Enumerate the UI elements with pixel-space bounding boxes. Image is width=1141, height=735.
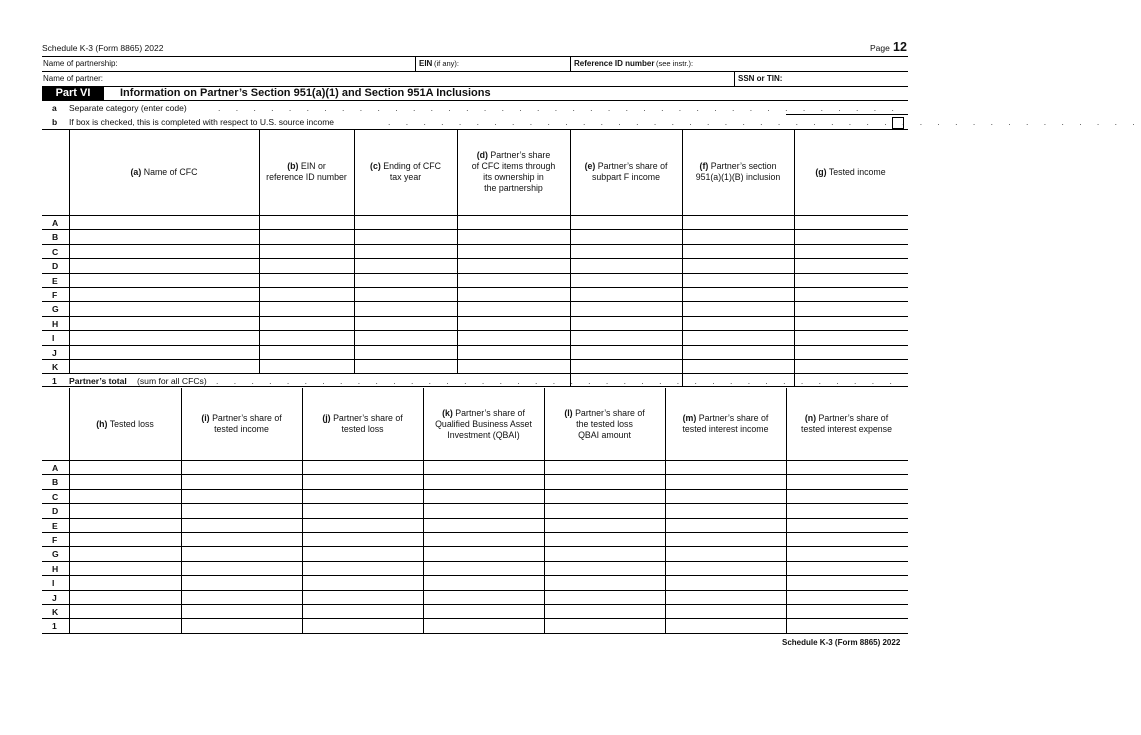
row-label: C [52,246,59,257]
table-cell[interactable] [70,461,180,473]
table-cell[interactable] [666,591,785,603]
table-cell[interactable] [303,533,422,545]
table-cell[interactable] [683,360,793,372]
partnership-name-label: Name of partnership: [43,59,118,68]
column-header-g [795,130,906,214]
table-cell[interactable] [545,605,664,617]
table-cell[interactable] [355,230,456,242]
column-title: Name of CFC [141,166,198,177]
table-cell[interactable] [571,317,681,329]
refid-note: (see instr.): [656,59,694,68]
table-cell[interactable] [303,605,422,617]
table-cell[interactable] [260,230,353,242]
column-title: Partner’s share of CFC items through its ownership in the partnership [471,150,556,193]
table-cell[interactable] [458,360,569,372]
table-cell[interactable] [424,576,543,588]
row-label: H [52,318,59,329]
part-number: Part VI [42,86,104,100]
table-cell[interactable] [424,461,543,473]
column-header-j [303,389,422,459]
table-cell[interactable] [787,475,906,487]
table-cell[interactable] [458,331,569,343]
column-title: Partner’s section 951(a)(1)(B) inclusion [695,161,781,182]
column-title: Partner’s share of tested loss [333,413,403,434]
table-cell[interactable] [70,245,258,257]
table-cell[interactable] [787,533,906,545]
column-rule [181,388,182,633]
line-a-leader: . . . . . . . . . . . . . . . . . . . . . . . . . . . . . . . . . . . . . . . [218,103,901,113]
table-cell[interactable] [70,288,258,300]
table-cell[interactable] [260,274,353,286]
column-header-m [666,389,785,459]
table-cell[interactable] [355,346,456,358]
column-title: Partner’s share of tested income [212,413,282,434]
table-cell[interactable] [787,547,906,559]
separate-category-field[interactable] [786,114,908,115]
column-header-d [458,130,569,214]
table-cell[interactable] [571,288,681,300]
table-cell[interactable] [787,619,906,631]
table-cell[interactable] [182,547,301,559]
table-cell[interactable] [787,576,906,588]
table-cell[interactable] [260,245,353,257]
column-letter: (g) [815,166,827,177]
table-cell[interactable] [545,475,664,487]
table-cell[interactable] [355,274,456,286]
table-cell[interactable] [787,519,906,531]
partnership-name-field[interactable] [130,57,410,70]
table-cell[interactable] [666,562,785,574]
table-cell[interactable] [545,490,664,502]
table-cell[interactable] [355,317,456,329]
table-cell[interactable] [458,245,569,257]
table-cell[interactable] [458,259,569,271]
table-cell[interactable] [182,461,301,473]
table-cell[interactable] [303,475,422,487]
column-rule [457,129,458,373]
ein-note: (if any): [434,59,460,68]
column-title: Tested loss [107,418,154,429]
column-title: Partner’s share of subpart F income [592,161,668,182]
table-cell[interactable] [70,619,180,631]
table-cell[interactable] [424,504,543,516]
table-cell[interactable] [70,360,258,372]
table-cell[interactable] [70,591,180,603]
table-cell[interactable] [70,274,258,286]
table-cell[interactable] [70,547,180,559]
table-cell[interactable] [182,605,301,617]
line-b-leader: . . . . . . . . . . . . . . . . . . . . . . . . . . . . . . . . . . . . . . . . . . . [388,117,1141,127]
table-cell[interactable] [795,346,906,358]
line-b-text: If box is checked, this is completed with respect to U.S. source income [69,117,335,127]
row-label: 1 [52,621,57,632]
column-letter: (i) [201,413,210,423]
column-letter: (b) [287,161,299,171]
table-cell[interactable] [545,461,664,473]
table-cell[interactable] [182,591,301,603]
table-cell[interactable] [545,504,664,516]
row-label: D [52,506,59,517]
table-cell[interactable] [545,547,664,559]
table-cell[interactable] [458,216,569,228]
table-cell[interactable] [458,288,569,300]
table-cell[interactable] [303,490,422,502]
table-cell[interactable] [424,475,543,487]
table-cell[interactable] [355,302,456,314]
partner-name-label: Name of partner: [43,74,104,83]
table-cell[interactable] [182,475,301,487]
column-letter: (k) [442,407,453,418]
table-cell[interactable] [683,317,793,329]
column-header-e [571,130,681,214]
total-cell[interactable] [795,374,906,385]
table-cell[interactable] [545,619,664,631]
row-label: A [52,218,59,228]
table-cell[interactable] [260,259,353,271]
table-cell[interactable] [355,360,456,372]
part-title: Information on Partner’s Section 951(a)(1) and Section 951A Inclusions [120,87,491,99]
column-rule [682,129,683,373]
table-cell[interactable] [683,216,793,228]
table-cell[interactable] [787,562,906,574]
column-rule [665,388,666,633]
column-header-b [260,130,353,214]
table-cell[interactable] [571,259,681,271]
table-cell[interactable] [795,317,906,329]
table-cell[interactable] [70,562,180,574]
table-cell[interactable] [424,547,543,559]
ein-field[interactable] [462,57,567,70]
ein-label: EIN [419,59,433,68]
table-cell[interactable] [795,274,906,286]
table-cell[interactable] [666,461,785,473]
table-cell[interactable] [787,504,906,516]
table-cell[interactable] [666,619,785,631]
column-title: Partner’s share of tested interest income [682,413,769,434]
row-label: K [52,607,59,617]
column-header-n [787,389,906,459]
table-cell[interactable] [795,259,906,271]
table-cell[interactable] [260,331,353,343]
table-cell[interactable] [795,230,906,242]
table-cell[interactable] [795,360,906,372]
table-cell[interactable] [303,461,422,473]
table-cell[interactable] [787,591,906,603]
table-cell[interactable] [182,490,301,502]
table-cell[interactable] [666,576,785,588]
table-cell[interactable] [355,331,456,343]
column-rule [786,388,787,633]
row-label: E [52,520,58,531]
table-cell[interactable] [571,302,681,314]
form-title: Schedule K-3 (Form 8865) 2022 [42,43,164,53]
table-cell[interactable] [666,547,785,559]
table-cell[interactable] [545,591,664,603]
refid-field[interactable] [700,57,905,70]
table-cell[interactable] [683,245,793,257]
table-cell[interactable] [182,619,301,631]
table-cell[interactable] [666,519,785,531]
table-cell[interactable] [70,490,180,502]
row-label: J [52,347,57,358]
row-label: D [52,261,59,272]
table-cell[interactable] [303,619,422,631]
column-rule [570,129,571,373]
table-cell[interactable] [303,519,422,531]
row-label: H [52,563,59,574]
column-rule [423,388,424,633]
row-label: B [52,477,59,488]
column-header-c [355,130,456,214]
column-rule [259,129,260,373]
table-cell[interactable] [666,490,785,502]
column-letter: (a) [130,166,142,177]
table-cell[interactable] [795,302,906,314]
column-title: Ending of CFC tax year [383,161,441,182]
refid-label: Reference ID number [574,59,655,68]
table-cell[interactable] [683,288,793,300]
rule [42,633,908,634]
table-cell[interactable] [424,562,543,574]
table-cell[interactable] [458,317,569,329]
table-cell[interactable] [666,475,785,487]
column-rule [69,388,70,633]
row-label: I [52,578,55,589]
rule [42,386,908,387]
table-cell[interactable] [70,519,180,531]
table-cell[interactable] [70,216,258,228]
row-label: A [52,463,59,473]
table-cell[interactable] [182,562,301,574]
table-cell[interactable] [303,576,422,588]
table-cell[interactable] [787,605,906,617]
table-cell[interactable] [683,331,793,343]
table-cell[interactable] [182,504,301,516]
column-letter: (m) [682,413,697,423]
row-label: C [52,491,59,502]
table-cell[interactable] [424,619,543,631]
table-cell[interactable] [70,230,258,242]
row-label: F [52,290,58,300]
page-number: 12 [893,40,907,54]
table-cell[interactable] [424,605,543,617]
us-source-checkbox[interactable] [892,117,904,129]
table-cell[interactable] [787,490,906,502]
table-cell[interactable] [70,475,180,487]
column-letter: (f) [699,161,709,171]
column-letter: (e) [584,161,596,171]
column-title: Partner’s share of tested interest expense [801,413,892,434]
column-letter: (l) [564,407,573,418]
column-title: EIN or reference ID number [266,161,347,182]
table-cell[interactable] [683,230,793,242]
table-cell[interactable] [545,533,664,545]
table-cell[interactable] [70,605,180,617]
ssn-field[interactable] [785,72,905,85]
column-rule [354,129,355,373]
table-cell[interactable] [795,245,906,257]
table-cell[interactable] [545,562,664,574]
table-cell[interactable] [458,302,569,314]
table-cell[interactable] [424,533,543,545]
table-cell[interactable] [70,576,180,588]
row-label: I [52,333,55,344]
table-cell[interactable] [355,216,456,228]
row-label: B [52,232,59,243]
table-cell[interactable] [70,317,258,329]
table-cell[interactable] [303,562,422,574]
column-title: Partner’s share of Qualified Business Asset Investment (QBAI) [435,407,532,440]
column-rule [69,129,70,373]
column-letter: (h) [96,418,108,429]
table-cell[interactable] [458,274,569,286]
row-label: K [52,362,59,372]
column-header-i [182,389,301,459]
table-cell[interactable] [458,346,569,358]
table-cell[interactable] [182,533,301,545]
table-cell[interactable] [303,504,422,516]
table-cell[interactable] [795,331,906,343]
table-cell[interactable] [795,288,906,300]
total-label: Partner’s total [69,376,127,387]
table-cell[interactable] [795,216,906,228]
table-cell[interactable] [458,230,569,242]
total-leader: . . . . . . . . . . . . . . . . . . . . . . . . . . . . . . . . . . . . . . . [216,376,899,387]
table-cell[interactable] [571,346,681,358]
table-cell[interactable] [545,576,664,588]
table-cell[interactable] [355,288,456,300]
table-cell[interactable] [70,259,258,271]
row-label: G [52,304,59,315]
table-cell[interactable] [303,547,422,559]
table-cell[interactable] [303,591,422,603]
column-header-l [545,389,664,459]
column-header-h [70,389,180,459]
table-cell[interactable] [70,346,258,358]
line-b-letter: b [52,117,58,127]
ssn-label: SSN or TIN: [738,74,783,83]
table-cell[interactable] [571,274,681,286]
row-label: F [52,535,58,545]
form-footer: Schedule K-3 (Form 8865) 2022 [782,638,901,647]
table-cell[interactable] [260,360,353,372]
line-a-text: Separate category (enter code) [69,103,187,113]
table-cell[interactable] [571,331,681,343]
column-rule [302,388,303,633]
table-cell[interactable] [571,230,681,242]
partner-name-field[interactable] [110,72,730,85]
line-a-letter: a [52,103,57,113]
column-title: Partner’s share of the tested loss QBAI amount [575,407,645,440]
table-cell[interactable] [355,259,456,271]
total-cell[interactable] [571,374,681,385]
table-cell[interactable] [666,504,785,516]
column-title: Tested income [826,166,886,177]
table-cell[interactable] [260,216,353,228]
table-cell[interactable] [666,533,785,545]
column-letter: (j) [322,413,331,423]
row-label: E [52,275,58,286]
table-cell[interactable] [424,519,543,531]
table-cell[interactable] [545,519,664,531]
table-cell[interactable] [70,302,258,314]
column-header-a [70,130,258,214]
page-label: Page [870,43,890,53]
table-cell[interactable] [260,288,353,300]
table-cell[interactable] [70,504,180,516]
table-cell[interactable] [70,331,258,343]
column-letter: (d) [476,150,488,160]
table-cell[interactable] [683,259,793,271]
total-line-number: 1 [52,376,57,387]
column-letter: (c) [370,161,381,171]
table-cell[interactable] [424,591,543,603]
table-cell[interactable] [571,245,681,257]
table-cell[interactable] [260,346,353,358]
table-cell[interactable] [182,576,301,588]
column-rule [544,388,545,633]
table-cell[interactable] [260,317,353,329]
table-cell[interactable] [355,245,456,257]
table-cell[interactable] [70,533,180,545]
table-cell[interactable] [787,461,906,473]
total-cell[interactable] [683,374,793,385]
column-header-k [424,389,543,459]
column-header-f [683,130,793,214]
table-cell[interactable] [260,302,353,314]
table-cell[interactable] [683,302,793,314]
table-cell[interactable] [571,216,681,228]
table-cell[interactable] [683,346,793,358]
total-note: (sum for all CFCs) [137,376,207,387]
column-letter: (n) [804,413,817,423]
table-cell[interactable] [683,274,793,286]
row-label: G [52,549,59,560]
table-cell[interactable] [666,605,785,617]
table-cell[interactable] [182,519,301,531]
column-rule [794,129,795,373]
table-cell[interactable] [571,360,681,372]
row-label: J [52,592,57,603]
table-cell[interactable] [424,490,543,502]
